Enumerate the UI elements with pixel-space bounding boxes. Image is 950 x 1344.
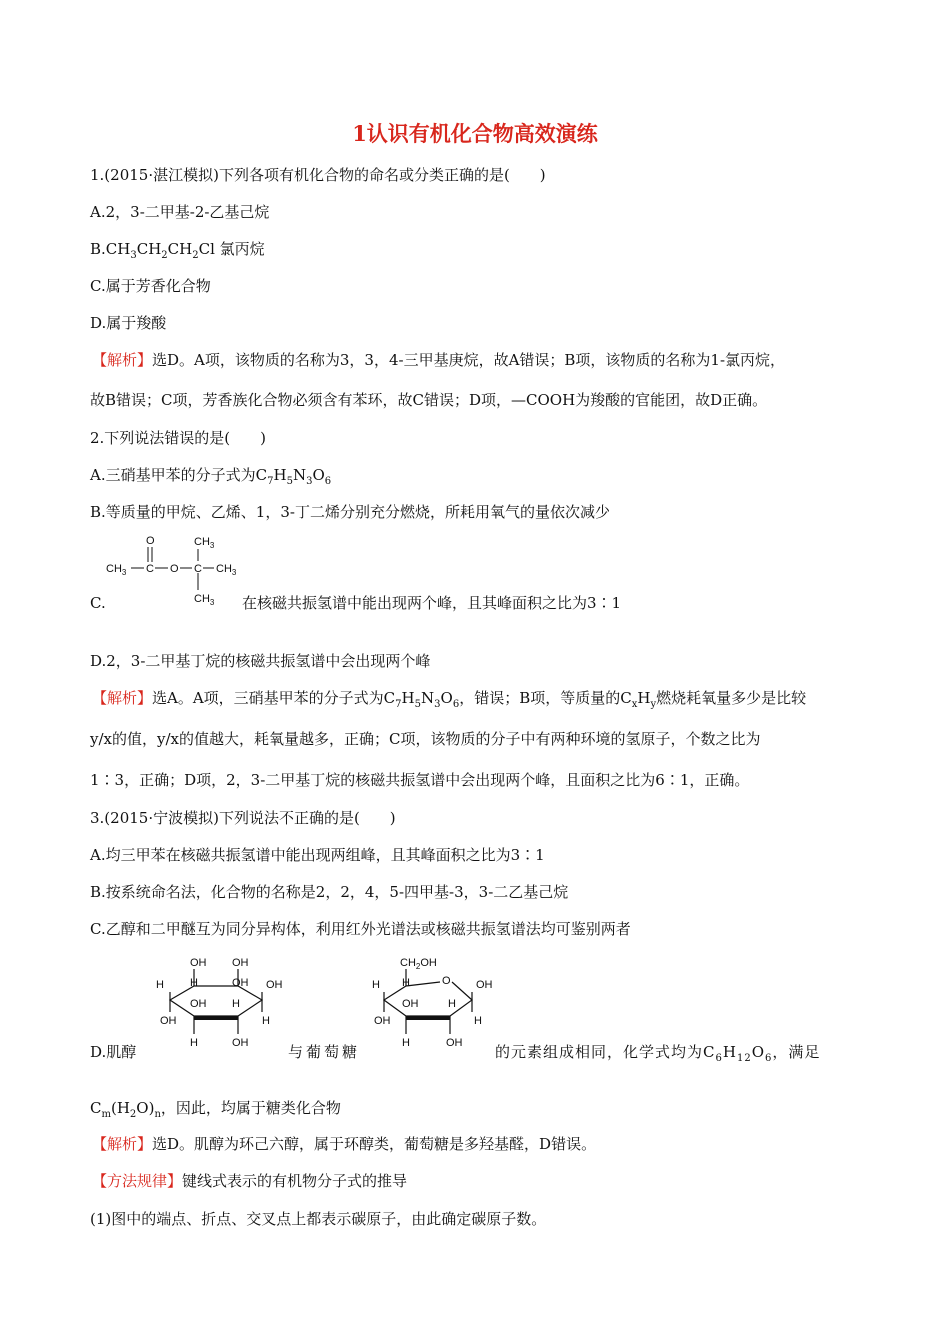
- svg-text:OH: OH: [232, 1037, 249, 1049]
- q1-option-a: A.2，3-二甲基-2-乙基己烷: [90, 203, 270, 221]
- svg-text:OH: OH: [232, 957, 249, 969]
- q3-method: 【方法规律】键线式表示的有机物分子式的推导: [92, 1172, 408, 1190]
- glucose-structure: [370, 954, 496, 1050]
- q2-option-c-label: C.: [90, 594, 106, 612]
- svg-text:O: O: [442, 975, 451, 987]
- svg-text:H: H: [190, 977, 198, 989]
- inositol-structure: [154, 954, 282, 1050]
- svg-text:OH: OH: [232, 977, 249, 989]
- q2-option-c: 在核磁共振氢谱中能出现两个峰，且其峰面积之比为3∶1: [242, 594, 622, 612]
- q2-option-a: A.三硝基甲苯的分子式为$C_7H_5N_3O_6$: [90, 466, 332, 487]
- q1-option-b: $B.CH_3CH_2CH_2Cl$ 氯丙烷: [90, 240, 265, 261]
- svg-text:H: H: [232, 998, 240, 1010]
- svg-text:H: H: [262, 1015, 270, 1027]
- q1-option-d: D.属于羧酸: [90, 314, 167, 332]
- svg-text:H: H: [190, 1037, 198, 1049]
- analysis-tag: 【解析】: [92, 1135, 153, 1153]
- svg-text:OH: OH: [374, 1015, 391, 1027]
- q3-option-d-mid: 与葡萄糖: [288, 1043, 361, 1061]
- svg-text:OH: OH: [476, 979, 493, 991]
- svg-text:C: C: [146, 563, 154, 575]
- q3-analysis: 【解析】选D。肌醇为环己六醇，属于环醇类，葡萄糖是多羟基醛，D错误。: [92, 1135, 597, 1153]
- page-title: 1认识有机化合物高效演练: [352, 121, 598, 146]
- svg-text:CH2OH: $CH_2OH$: [400, 957, 437, 971]
- svg-text:CH3: $CH_3$: [194, 593, 215, 607]
- svg-text:C: C: [194, 563, 202, 575]
- q2-analysis-cont-1: y/x的值，y/x的值越大，耗氧量越多，正确；C项，该物质的分子中有两种环境的氢原子，个数之比为: [90, 730, 761, 748]
- q3-option-d-cont: $C_m(H_2O)_n$，因此，均属于糖类化合物: [90, 1099, 341, 1120]
- q3-method-point-1: (1)图中的端点、折点、交叉点上都表示碳原子，由此确定碳原子数。: [90, 1210, 547, 1228]
- q2-option-b: B.等质量的甲烷、乙烯、1，3-丁二烯分别充分燃烧，所耗用氧气的量依次减少: [90, 503, 610, 521]
- analysis-tag: 【解析】: [92, 351, 153, 369]
- q3-option-d-text: 的元素组成相同，化学式均为$C_6H_{12}O_6$，满足: [495, 1043, 821, 1064]
- q2-analysis: 【解析】选A。A项，三硝基甲苯的分子式为$C_7H_5N_3O_6$，错误；B项，等质量的$C_xH_y$燃烧耗氧量多少是比较: [92, 689, 807, 710]
- svg-text:H: H: [474, 1015, 482, 1027]
- q3-option-b: B.按系统命名法，化合物的名称是2，2，4，5-四甲基-3，3-二乙基己烷: [90, 883, 569, 901]
- svg-text:H: H: [402, 977, 410, 989]
- svg-text:OH: OH: [402, 998, 419, 1010]
- q3-stem: 3.(2015·宁波模拟)下列说法不正确的是( ): [90, 809, 396, 827]
- q1-analysis: 【解析】选D。A项，该物质的名称为3，3，4-三甲基庚烷，故A错误；B项，该物质的名称为1-氯丙烷，: [92, 351, 786, 369]
- svg-text:O: O: [170, 563, 179, 575]
- svg-text:OH: OH: [190, 957, 207, 969]
- svg-text:CH3: $CH_3$: [106, 563, 127, 577]
- analysis-tag: 【解析】: [92, 689, 153, 707]
- q1-option-c: C.属于芳香化合物: [90, 277, 211, 295]
- q2-option-d: D.2，3-二甲基丁烷的核磁共振氢谱中会出现两个峰: [90, 652, 431, 670]
- svg-text:H: H: [448, 998, 456, 1010]
- q1-stem: 1.(2015·湛江模拟)下列各项有机化合物的命名或分类正确的是( ): [90, 166, 546, 184]
- svg-text:O: O: [146, 535, 155, 547]
- svg-text:OH: OH: [446, 1037, 463, 1049]
- svg-text:H: H: [372, 979, 380, 991]
- q3-option-c: C.乙醇和二甲醚互为同分异构体，利用红外光谱法或核磁共振氢谱法均可鉴别两者: [90, 920, 631, 938]
- svg-text:OH: OH: [266, 979, 282, 991]
- q3-option-a: A.均三甲苯在核磁共振氢谱中能出现两组峰，且其峰面积之比为3∶1: [90, 846, 545, 864]
- tert-butyl-acetate-structure: [104, 532, 244, 608]
- method-tag: 【方法规律】: [92, 1172, 183, 1190]
- svg-text:CH3: $CH_3$: [216, 563, 237, 577]
- svg-text:H: H: [402, 1037, 410, 1049]
- svg-text:OH: OH: [160, 1015, 177, 1027]
- q2-analysis-cont-2: 1∶3，正确；D项，2，3-二甲基丁烷的核磁共振氢谱中会出现两个峰，且面积之比为6∶1，正确。: [90, 771, 750, 789]
- q2-stem: 2.下列说法错误的是( ): [90, 429, 267, 447]
- svg-text:CH3: $CH_3$: [194, 536, 215, 550]
- svg-text:OH: OH: [190, 998, 207, 1010]
- svg-text:H: H: [156, 979, 164, 991]
- q1-analysis-cont: 故B错误；C项，芳香族化合物必须含有苯环，故C错误；D项，—COOH为羧酸的官能团，故D正确。: [90, 391, 768, 409]
- q3-option-d-label: D.肌醇: [90, 1043, 137, 1061]
